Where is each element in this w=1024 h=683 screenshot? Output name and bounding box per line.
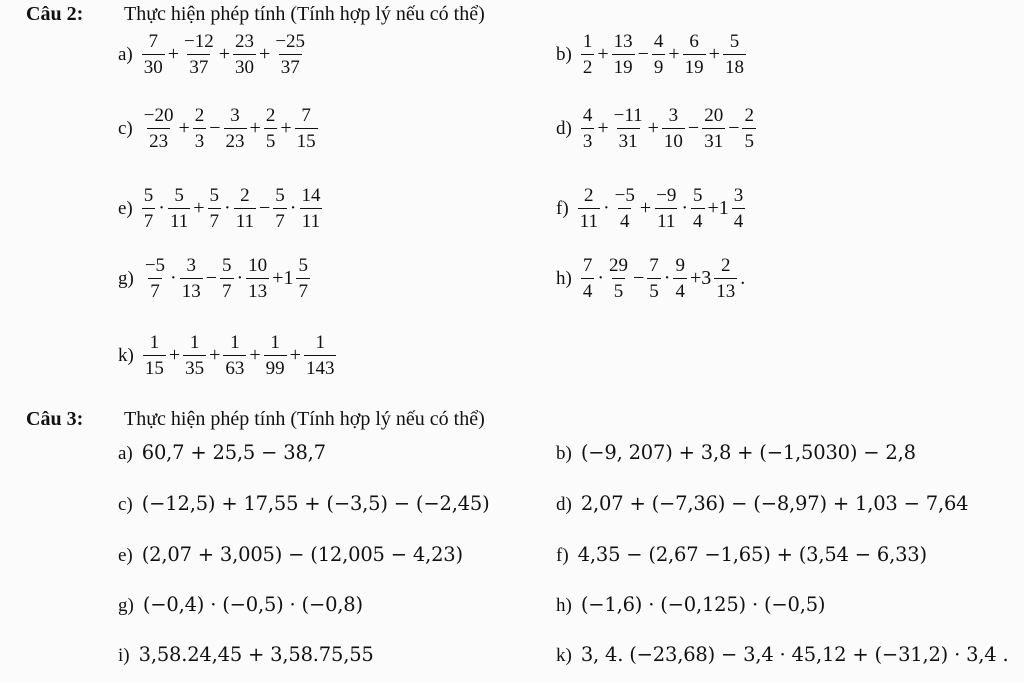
numerator: 5 [143,185,154,206]
numerator: 13 [613,31,633,52]
numerator: 10 [248,255,268,276]
numerator: 14 [301,185,321,206]
denominator: 15 [295,128,318,151]
operator: · [158,197,165,219]
fraction [654,186,678,231]
item-label: c) [118,494,133,515]
fraction [273,186,287,231]
fraction [223,333,246,378]
denominator: 13 [246,278,269,301]
operator: + [249,117,261,139]
denominator: 15 [143,355,166,378]
numerator: 1 [315,332,325,353]
denominator: 31 [702,128,725,151]
item-label: e) [118,197,133,219]
denominator: 31 [617,128,640,151]
operator: − [633,267,645,289]
operator: + [193,197,205,219]
numerator: −5 [144,255,166,276]
numerator: 1 [270,332,280,353]
numerator: 23 [235,31,255,52]
denominator: 3 [193,128,207,151]
numerator: 2 [240,185,250,206]
operator: + [280,117,292,139]
item-label: i) [118,645,130,666]
fraction [183,333,206,378]
numerator: 1 [149,332,160,353]
denominator: 7 [142,208,156,231]
denominator: 5 [612,278,626,301]
operator: + [178,117,190,139]
operator: + [289,344,301,366]
q3-item-i [118,643,374,667]
q3-item-f [556,543,927,567]
q3-header [26,408,485,431]
q2-title: Thực hiện phép tính (Tính hợp lý nếu có thể) [124,3,485,25]
numerator: −9 [656,185,677,206]
item-label: g) [118,267,134,289]
denominator: 7 [273,208,287,231]
q3-item-b [556,441,916,465]
denominator: 5 [647,278,661,301]
denominator: 11 [168,208,190,231]
fraction [193,106,207,151]
fraction [296,256,310,301]
operator: − [637,43,649,65]
numerator: −5 [614,185,635,206]
denominator: 19 [683,54,706,77]
item-label: h) [556,595,572,616]
denominator: 4 [673,278,687,301]
q2-item-g [118,256,311,301]
denominator: 11 [578,208,600,231]
fraction [578,186,600,231]
fraction [142,186,156,231]
fraction [142,106,176,151]
fraction [182,32,216,77]
operator: +1 [707,197,729,219]
operator: + [168,344,181,366]
denominator: 5 [264,128,278,151]
operator: + [597,43,609,65]
operator: + [218,43,231,65]
numerator: −11 [613,105,643,126]
numerator: 7 [148,31,159,52]
q3-item-e [118,543,463,567]
fraction [607,256,630,301]
item-label: d) [556,494,572,515]
operator: . [740,267,746,289]
numerator: 5 [729,31,740,52]
operator: · [170,267,177,289]
denominator: 18 [723,54,746,77]
expression: 2,07 + (−7,36) − (−8,97) + 1,03 − 7,64 [580,492,969,515]
numerator: 7 [301,105,311,126]
numerator: 3 [186,255,196,276]
fraction [180,256,203,301]
fraction [732,186,746,231]
denominator: 23 [147,128,170,151]
denominator: 3 [581,128,595,151]
numerator: 7 [649,255,659,276]
denominator: 23 [224,128,247,151]
denominator: 4 [581,278,595,301]
fraction [304,333,337,378]
numerator: 2 [744,105,754,126]
denominator: 143 [304,355,337,378]
operator: · [289,197,297,219]
fraction [168,186,190,231]
q3-item-h [556,593,825,617]
fraction [143,256,167,301]
expression: (−12,5) + 17,55 + (−3,5) − (−2,45) [141,492,490,515]
numerator: −20 [143,105,174,126]
numerator: 2 [720,255,731,276]
item-label: h) [556,267,572,289]
q3-title: Thực hiện phép tính (Tính hợp lý nếu có thể) [124,408,485,430]
numerator: 3 [230,105,240,126]
denominator: 4 [691,208,705,231]
fraction [220,256,234,301]
denominator: 4 [732,208,746,231]
operator: − [209,117,221,139]
operator: + [209,344,221,366]
numerator: 5 [174,185,184,206]
operator: + [639,197,652,219]
operator: · [224,197,231,219]
q3-item-a [118,441,326,465]
numerator: 1 [582,31,593,52]
q2-item-e [118,186,323,231]
operator: +1 [272,267,294,289]
expression: 60,7 + 25,5 − 38,7 [141,441,326,464]
q2-header [26,3,485,26]
fraction [299,186,322,231]
expression: 4,35 − (2,67 −1,65) + (3,54 − 6,33) [577,543,927,566]
numerator: 3 [668,105,679,126]
item-label: b) [556,443,572,464]
fraction [142,32,165,77]
fraction [143,333,166,378]
numerator: −12 [184,31,214,52]
fraction [581,106,595,151]
operator: + [259,43,271,65]
denominator: 30 [142,54,165,77]
q3-label: Câu 3: [26,408,84,430]
numerator: 5 [275,185,285,206]
q3-item-c [118,492,490,516]
numerator: 4 [582,105,593,126]
numerator: 2 [194,105,205,126]
denominator: 7 [220,278,234,301]
item-label: d) [556,117,572,139]
operator: − [205,267,217,289]
operator: − [687,117,700,139]
expression: 3, 4. (−23,68) − 3,4 · 45,12 + (−31,2) · 3,4 . [580,643,1009,666]
q3-item-g [118,593,363,617]
item-label: c) [118,117,133,139]
numerator: 5 [209,185,220,206]
numerator: 1 [230,332,240,353]
denominator: 5 [742,128,756,151]
operator: + [708,43,720,65]
fraction [264,333,287,378]
operator: · [602,197,610,219]
operator: + [597,117,609,139]
operator: + [249,344,261,366]
fraction [673,256,687,301]
fraction [234,186,256,231]
denominator: 10 [662,128,685,151]
denominator: 11 [655,208,677,231]
numerator: 4 [653,31,664,52]
q2-label: Câu 2: [26,3,84,25]
operator: · [663,267,671,289]
item-label: k) [118,344,134,366]
denominator: 99 [264,355,287,378]
operator: · [681,197,689,219]
q2-item-d [556,106,757,151]
item-label: f) [556,545,569,566]
item-label: g) [118,595,134,616]
denominator: 4 [618,208,632,231]
q2-item-k [118,333,337,378]
fraction [233,32,256,77]
operator: · [236,267,244,289]
q2-item-c [118,106,319,151]
numerator: −25 [275,31,306,52]
expression: 3,58.24,45 + 3,58.75,55 [138,643,374,666]
operator: + [668,43,680,65]
item-label: a) [118,43,133,65]
numerator: 5 [298,255,308,276]
numerator: 1 [189,332,200,353]
fraction [208,186,222,231]
operator: +3 [689,267,712,289]
q2-item-f [556,186,746,231]
expression: (−0,4) · (−0,5) · (−0,8) [142,593,363,616]
item-label: f) [556,197,569,219]
expression: (2,07 + 3,005) − (12,005 − 4,23) [141,543,463,566]
fraction [652,32,666,77]
fraction [581,32,595,77]
q2-item-b [556,32,747,77]
operator: · [597,267,604,289]
numerator: 2 [584,185,594,206]
q2-item-h [556,256,747,301]
q3-item-d [556,492,968,516]
fraction [612,32,635,77]
denominator: 13 [180,278,203,301]
numerator: 5 [693,185,703,206]
denominator: 37 [187,54,210,77]
numerator: 9 [675,255,685,276]
fraction [647,256,661,301]
item-label: e) [118,545,133,566]
numerator: 3 [733,185,744,206]
denominator: 37 [279,54,302,77]
denominator: 2 [581,54,595,77]
fraction [691,186,705,231]
denominator: 19 [612,54,635,77]
expression: (−1,6) · (−0,125) · (−0,5) [580,593,826,616]
denominator: 35 [183,355,206,378]
numerator: 2 [265,105,276,126]
fraction [295,106,318,151]
q3-item-k [556,643,1009,667]
fraction [264,106,278,151]
fraction [612,106,645,151]
numerator: 29 [609,255,628,276]
fraction [683,32,706,77]
denominator: 30 [233,54,256,77]
denominator: 13 [714,278,737,301]
operator: + [167,43,180,65]
fraction [273,32,307,77]
item-label: a) [118,443,133,464]
denominator: 7 [296,278,310,301]
denominator: 63 [223,355,246,378]
fraction [702,106,725,151]
numerator: 6 [689,31,699,52]
fraction [742,106,756,151]
fraction [714,256,737,301]
fraction [581,256,595,301]
fraction [246,256,269,301]
item-label: b) [556,43,572,65]
operator: − [258,197,271,219]
denominator: 11 [234,208,256,231]
denominator: 7 [148,278,162,301]
q2-item-a [118,32,308,77]
item-label: k) [556,645,572,666]
numerator: 5 [222,255,232,276]
numerator: 20 [704,105,724,126]
denominator: 9 [652,54,666,77]
operator: + [647,117,659,139]
operator: − [728,117,740,139]
fraction [662,106,685,151]
numerator: 7 [582,255,593,276]
expression: (−9, 207) + 3,8 + (−1,5030) − 2,8 [580,441,916,464]
fraction [613,186,637,231]
fraction [224,106,247,151]
denominator: 11 [300,208,322,231]
fraction [723,32,746,77]
denominator: 7 [208,208,222,231]
